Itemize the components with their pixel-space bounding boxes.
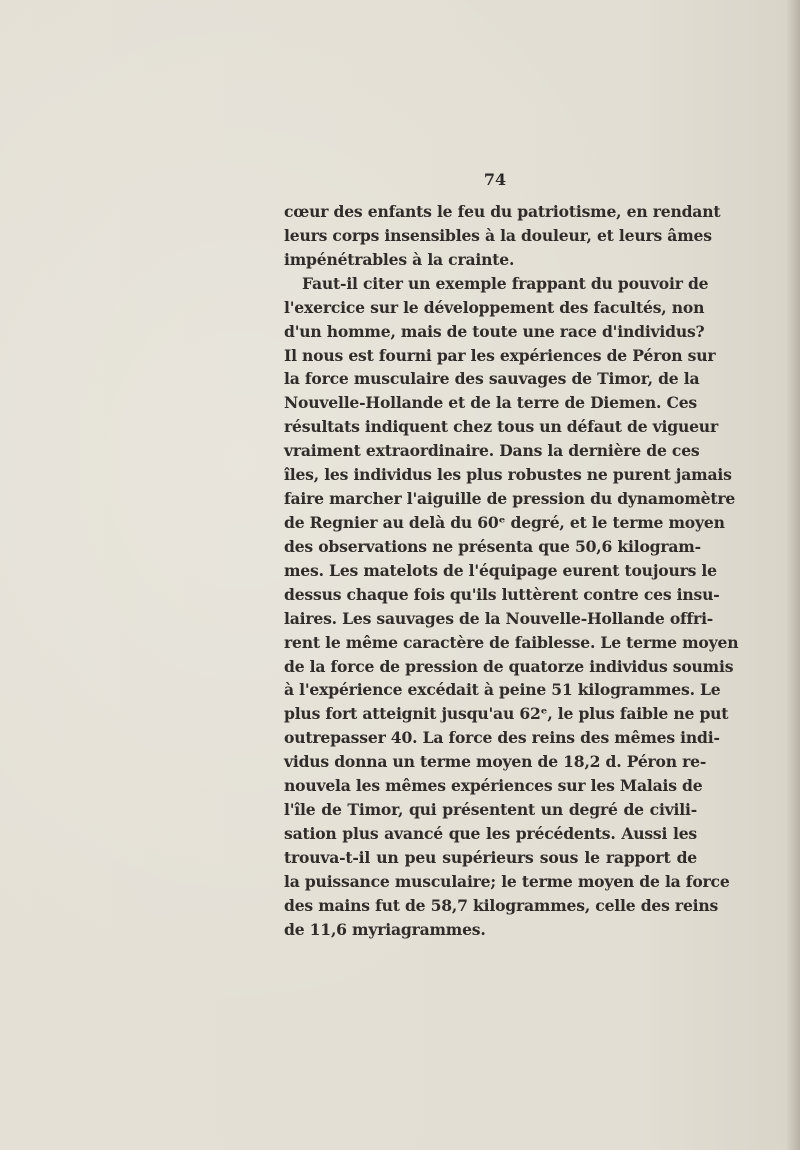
text-line: dessus chaque fois qu'ils luttèrent contre ces insu- xyxy=(284,584,720,604)
text-line: des mains fut de 58,7 kilogrammes, celle des reins xyxy=(284,895,719,915)
page-edge-shadow xyxy=(786,0,800,1150)
text-line: la puissance musculaire; le terme moyen de la force xyxy=(284,871,730,891)
text-line: îles, les individus les plus robustes ne purent jamais xyxy=(284,465,732,485)
text-line: outrepasser 40. La force des reins des mêmes indi- xyxy=(284,728,720,748)
text-line: l'île de Timor, qui présentent un degré de civili- xyxy=(284,800,697,820)
text-line: Il nous est fourni par les expériences de Péron sur xyxy=(284,345,716,365)
text-line: rent le même caractère de faiblesse. Le terme moyen xyxy=(284,632,739,652)
text-line: sation plus avancé que les précédents. Aussi les xyxy=(284,823,697,843)
text-line: Nouvelle-Hollande et de la terre de Diemen. Ces xyxy=(284,393,698,413)
text-line: faire marcher l'aiguille de pression du dynamomètre xyxy=(284,489,736,509)
text-line: impénétrables à la crainte. xyxy=(284,249,515,269)
text-line: laires. Les sauvages de la Nouvelle-Hollande offri- xyxy=(284,608,714,628)
text-line: d'un homme, mais de toute une race d'individus? xyxy=(284,321,705,341)
text-line: Faut-il citer un exemple frappant du pouvoir de xyxy=(302,273,709,293)
page-number: 74 xyxy=(483,170,507,189)
text-line: la force musculaire des sauvages de Timor, de la xyxy=(284,369,700,389)
text-line: de la force de pression de quatorze individus soumis xyxy=(284,656,734,676)
text-line: vidus donna un terme moyen de 18,2 d. Péron re- xyxy=(284,752,707,772)
text-line: plus fort atteignit jusqu'au 62ᵉ, le plus faible ne put xyxy=(284,704,729,724)
text-line: cœur des enfants le feu du patriotisme, en rendant xyxy=(284,202,721,221)
text-line: des observations ne présenta que 50,6 kilogram- xyxy=(284,536,701,556)
text-line: à l'expérience excédait à peine 51 kilogrammes. Le xyxy=(284,680,721,700)
text-line: de Regnier au delà du 60ᵉ degré, et le terme moyen xyxy=(284,512,725,532)
text-line: nouvela les mêmes expériences sur les Malais de xyxy=(284,776,703,796)
text-line: de 11,6 myriagrammes. xyxy=(284,919,486,939)
text-line: l'exercice sur le développement des facultés, non xyxy=(284,297,705,317)
text-line: résultats indiquent chez tous un défaut de vigueur xyxy=(284,417,718,437)
text-line: leurs corps insensibles à la douleur, et leurs âmes xyxy=(284,225,712,245)
text-line: vraiment extraordinaire. Dans la dernière de ces xyxy=(284,441,700,461)
text-line: trouva-t-il un peu supérieurs sous le rapport de xyxy=(284,847,697,867)
body-text xyxy=(284,200,739,942)
text-line: mes. Les matelots de l'équipage eurent toujours le xyxy=(284,560,717,580)
